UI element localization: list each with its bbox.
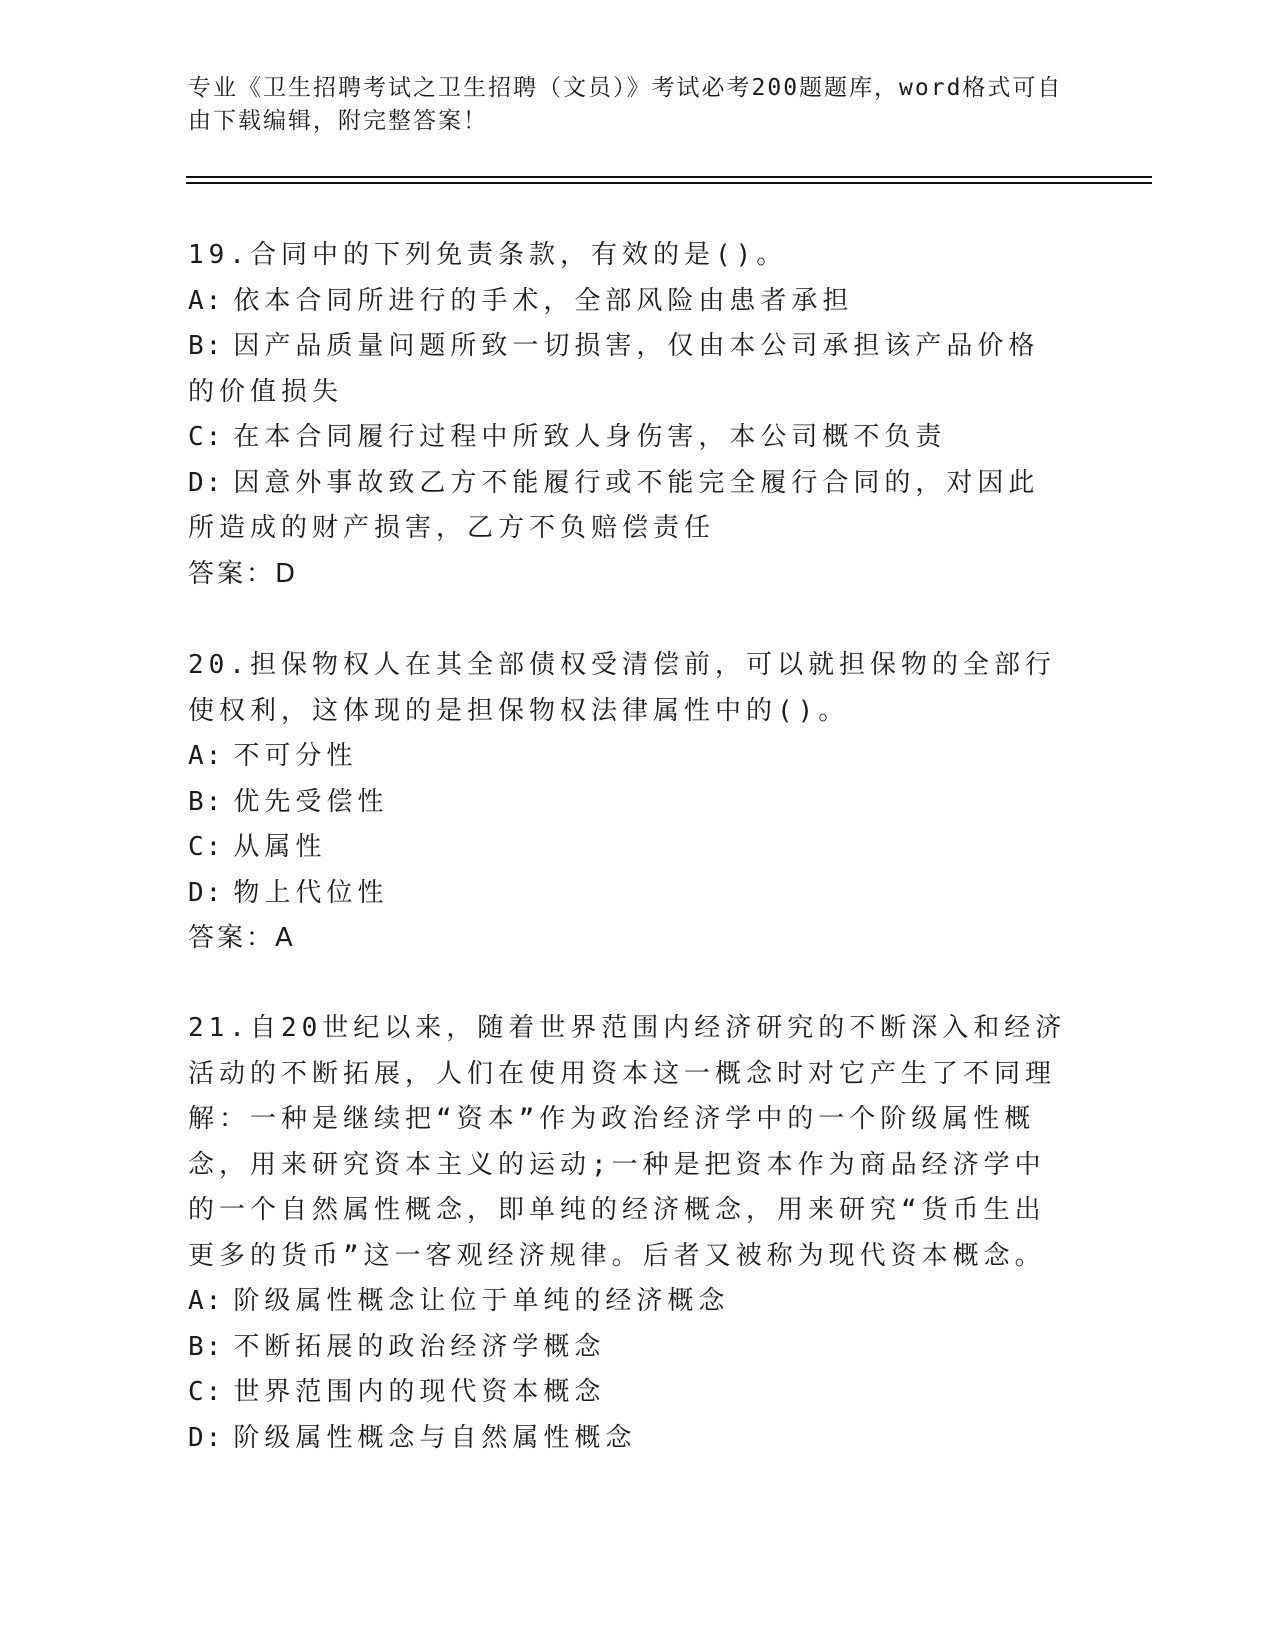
- option-text: 因产品质量问题所致一切损害，仅由本公司承担该产品价格的价值损失: [188, 331, 1040, 407]
- header-line-2: 由下载编辑，附完整答案！: [188, 108, 488, 134]
- header-divider-bottom: [186, 182, 1152, 184]
- option-text: 在本合同履行过程中所致人身伤害，本公司概不负责: [233, 422, 947, 452]
- option-b: [188, 324, 1068, 415]
- option-label: B:: [188, 1331, 224, 1362]
- option-c: [188, 1370, 1068, 1416]
- option-b: [188, 780, 1068, 826]
- option-text: 世界范围内的现代资本概念: [233, 1377, 606, 1407]
- option-label: A:: [188, 741, 224, 771]
- option-text: 从属性: [233, 832, 327, 862]
- answer-text: 答案：D: [188, 558, 299, 589]
- option-a: [188, 279, 1068, 325]
- option-text: 阶级属性概念让位于单纯的经济概念: [233, 1286, 730, 1316]
- question-21: [188, 1006, 1068, 1461]
- option-label: D:: [188, 467, 224, 498]
- option-d: [188, 461, 1068, 552]
- option-text: 不断拓展的政治经济学概念: [233, 1331, 606, 1362]
- header-line-1: 专业《卫生招聘考试之卫生招聘（文员）》考试必考200题题库，word格式可自: [188, 75, 1063, 101]
- question-text: 20.担保物权人在其全部债权受清偿前，可以就担保物的全部行使权利，这体现的是担保物权法律属性中的()。: [188, 650, 1056, 726]
- option-label: A:: [188, 285, 224, 316]
- question-20: [188, 643, 1068, 962]
- option-label: B:: [188, 331, 224, 361]
- answer-text: 答案：A: [188, 923, 296, 953]
- header-divider-top: [186, 176, 1152, 178]
- option-label: A:: [188, 1286, 224, 1316]
- option-c: [188, 825, 1068, 871]
- option-label: C:: [188, 832, 224, 862]
- document-header: [188, 72, 1068, 138]
- option-label: C:: [188, 422, 224, 452]
- question-19: [188, 233, 1068, 597]
- option-text: 物上代位性: [233, 877, 389, 908]
- question-text: 21.自20世纪以来，随着世界范围内经济研究的不断深入和经济活动的不断拓展，人们在使用资本这一概念时对它产生了不同理解：一种是继续把“资本”作为政治经济学中的一个阶级属性概念，用来研究资本主义的运动;一种是把资本作为商品经济学中的一个自然属性概念，即单纯的经济概念，用来研究“货币生出更多的货币”这一客观经济规律。后者又被称为现代资本概念。: [188, 1013, 1067, 1271]
- question-text: 19.合同中的下列免责条款，有效的是()。: [188, 240, 788, 270]
- option-text: 依本合同所进行的手术，全部风险由患者承担: [233, 285, 854, 316]
- option-d: [188, 871, 1068, 917]
- option-text: 因意外事故致乙方不能履行或不能完全履行合同的，对因此所造成的财产损害，乙方不负赔偿责任: [188, 467, 1040, 543]
- option-a: [188, 734, 1068, 780]
- option-label: B:: [188, 786, 224, 817]
- option-text: 优先受偿性: [233, 786, 389, 817]
- option-c: [188, 415, 1068, 461]
- option-text: 阶级属性概念与自然属性概念: [233, 1422, 637, 1453]
- option-label: D:: [188, 1422, 224, 1453]
- option-a: [188, 1279, 1068, 1325]
- option-d: [188, 1416, 1068, 1462]
- option-label: C:: [188, 1377, 224, 1407]
- option-text: 不可分性: [233, 741, 358, 771]
- option-b: [188, 1325, 1068, 1371]
- option-label: D:: [188, 877, 224, 908]
